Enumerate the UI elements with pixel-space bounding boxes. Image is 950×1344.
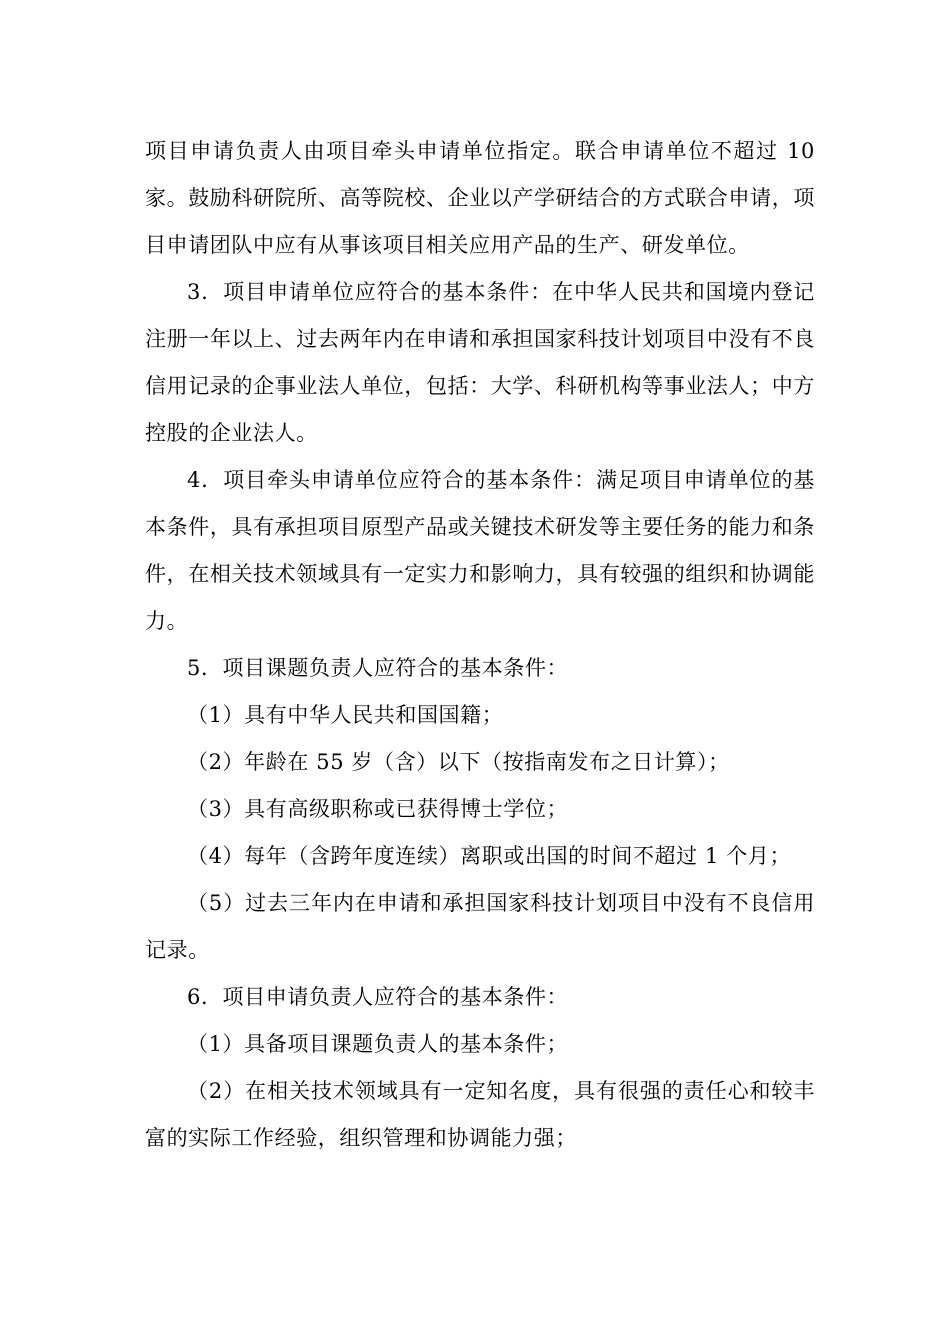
- paragraph-item-6-1: （1）具备项目课题负责人的基本条件；: [187, 1032, 569, 1056]
- paragraph-applicant-lead: 项目申请负责人由项目牵头申请单位指定。联合申请单位不超过 10 家。鼓励科研院所、高等院校、企业以产学研结合的方式联合申请，项目申请团队中应有从事该项目相关应用产品的生产、研发单位。: [145, 139, 815, 257]
- paragraph-item-5: 5．项目课题负责人应符合的基本条件：: [187, 656, 569, 680]
- paragraph-item-5-2: （2）年龄在 55 岁（含）以下（按指南发布之日计算）；: [187, 750, 730, 774]
- paragraph-item-5-4: （4）每年（含跨年度连续）离职或出国的时间不超过 1 个月；: [187, 844, 792, 868]
- paragraph-item-6: 6．项目申请负责人应符合的基本条件：: [187, 985, 569, 1009]
- paragraph-item-3: 3．项目申请单位应符合的基本条件：在中华人民共和国境内登记注册一年以上、过去两年内在申请和承担国家科技计划项目中没有不良信用记录的企事业法人单位，包括：大学、科研机构等事业法人；中方控股的企业法人。: [145, 280, 815, 445]
- paragraph-item-4: 4．项目牵头申请单位应符合的基本条件：满足项目申请单位的基本条件，具有承担项目原型产品或关键技术研发等主要任务的能力和条件，在相关技术领域具有一定实力和影响力，具有较强的组织和协调能力。: [145, 468, 815, 633]
- paragraph-item-5-1: （1）具有中华人民共和国国籍；: [187, 703, 504, 727]
- paragraph-item-6-2: （2）在相关技术领域具有一定知名度，具有很强的责任心和较丰富的实际工作经验，组织管理和协调能力强；: [145, 1079, 815, 1150]
- paragraph-item-5-5: （5）过去三年内在申请和承担国家科技计划项目中没有不良信用记录。: [145, 891, 815, 962]
- document-body: [145, 128, 815, 1162]
- paragraph-item-5-3: （3）具有高级职称或已获得博士学位；: [187, 797, 569, 821]
